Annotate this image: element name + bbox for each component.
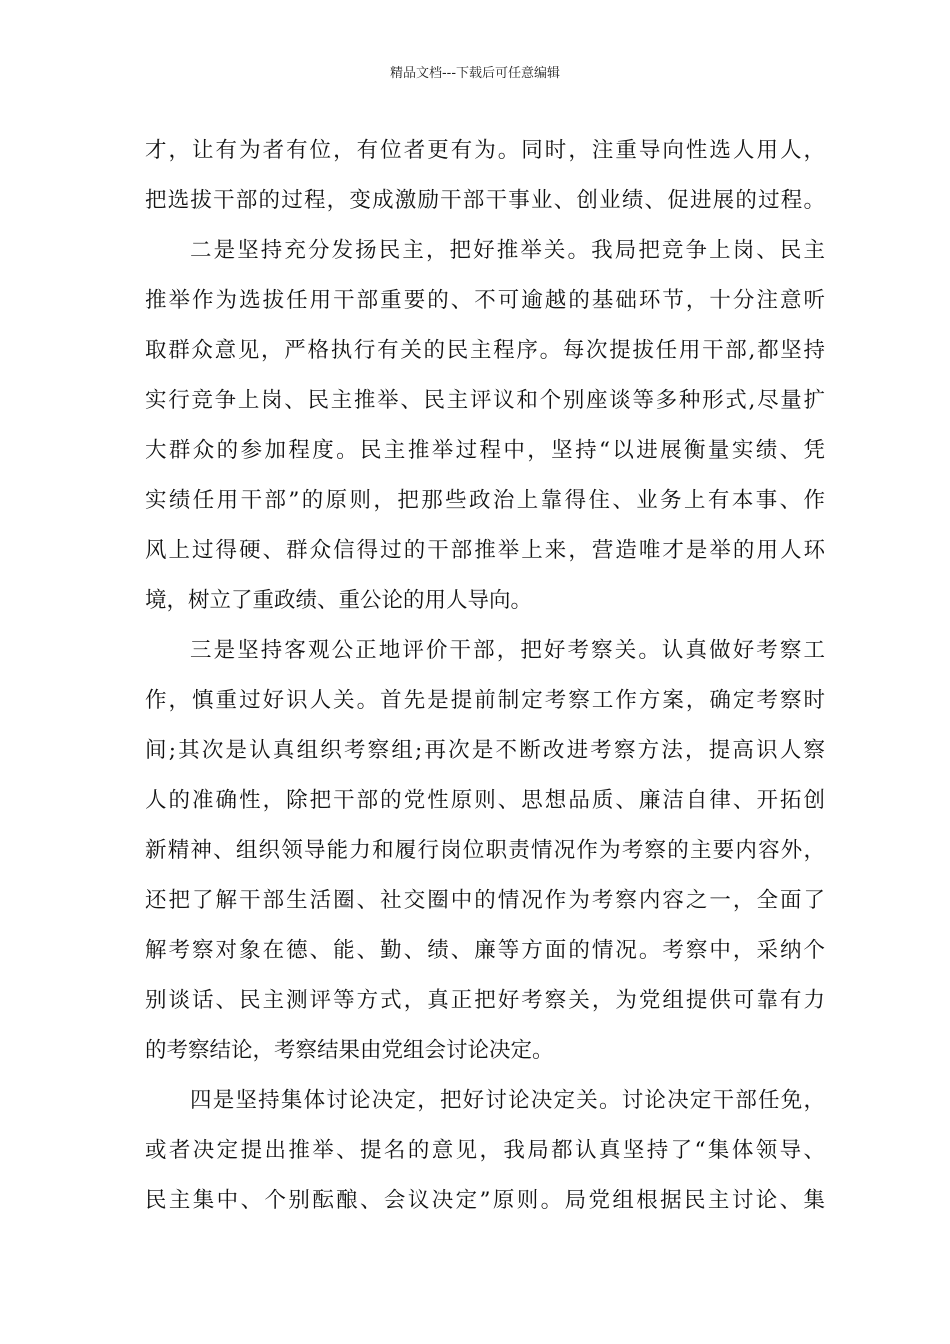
paragraph-line: 民主集中、个别酝酿、会议决定”原则。局党组根据民主讨论、集 <box>145 1188 825 1213</box>
paragraph-line: 二是坚持充分发扬民主，把好推举关。我局把竞争上岗、民主 <box>190 238 825 263</box>
paragraph-line: 推举作为选拔任用干部重要的、不可逾越的基础环节，十分注意听 <box>145 288 825 313</box>
paragraph-line: 间;其次是认真组织考察组;再次是不断改进考察方法，提高识人察 <box>145 738 825 763</box>
paragraph-line: 实行竞争上岗、民主推举、民主评议和个别座谈等多种形式,尽量扩 <box>145 388 825 413</box>
paragraph-line: 人的准确性，除把干部的党性原则、思想品质、廉洁自律、开拓创 <box>145 788 825 813</box>
paragraph-line: 风上过得硬、群众信得过的干部推举上来，营造唯才是举的用人环 <box>145 538 825 563</box>
paragraph-line: 实绩任用干部”的原则，把那些政治上靠得住、业务上有本事、作 <box>145 488 825 513</box>
paragraph-line: 或者决定提出推举、提名的意见，我局都认真坚持了“集体领导、 <box>145 1138 825 1163</box>
paragraph-line: 还把了解干部生活圈、社交圈中的情况作为考察内容之一，全面了 <box>145 888 825 913</box>
paragraph-line: 大群众的参加程度。民主推举过程中，坚持“以进展衡量实绩、凭 <box>145 438 825 463</box>
paragraph-line: 新精神、组织领导能力和履行岗位职责情况作为考察的主要内容外， <box>145 838 825 863</box>
paragraph-line: 的考察结论，考察结果由党组会讨论决定。 <box>145 1038 554 1063</box>
paragraph-line: 境，树立了重政绩、重公论的用人导向。 <box>145 588 533 613</box>
paragraph-line: 三是坚持客观公正地评价干部，把好考察关。认真做好考察工 <box>190 638 825 663</box>
paragraph-line: 才，让有为者有位，有位者更有为。同时，注重导向性选人用人， <box>145 138 825 163</box>
page-header: 精品文档---下载后可任意编辑 <box>389 66 561 81</box>
paragraph-line: 四是坚持集体讨论决定，把好讨论决定关。讨论决定干部任免， <box>190 1088 825 1113</box>
paragraph-line: 把选拔干部的过程，变成激励干部干事业、创业绩、促进展的过程。 <box>145 188 825 213</box>
paragraph-line: 作，慎重过好识人关。首先是提前制定考察工作方案，确定考察时 <box>145 688 825 713</box>
paragraph-line: 取群众意见，严格执行有关的民主程序。每次提拔任用干部,都坚持 <box>145 338 825 363</box>
body-text <box>145 126 825 1226</box>
paragraph-line: 解考察对象在德、能、勤、绩、廉等方面的情况。考察中，采纳个 <box>145 938 825 963</box>
paragraph-line: 别谈话、民主测评等方式，真正把好考察关，为党组提供可靠有力 <box>145 988 825 1013</box>
